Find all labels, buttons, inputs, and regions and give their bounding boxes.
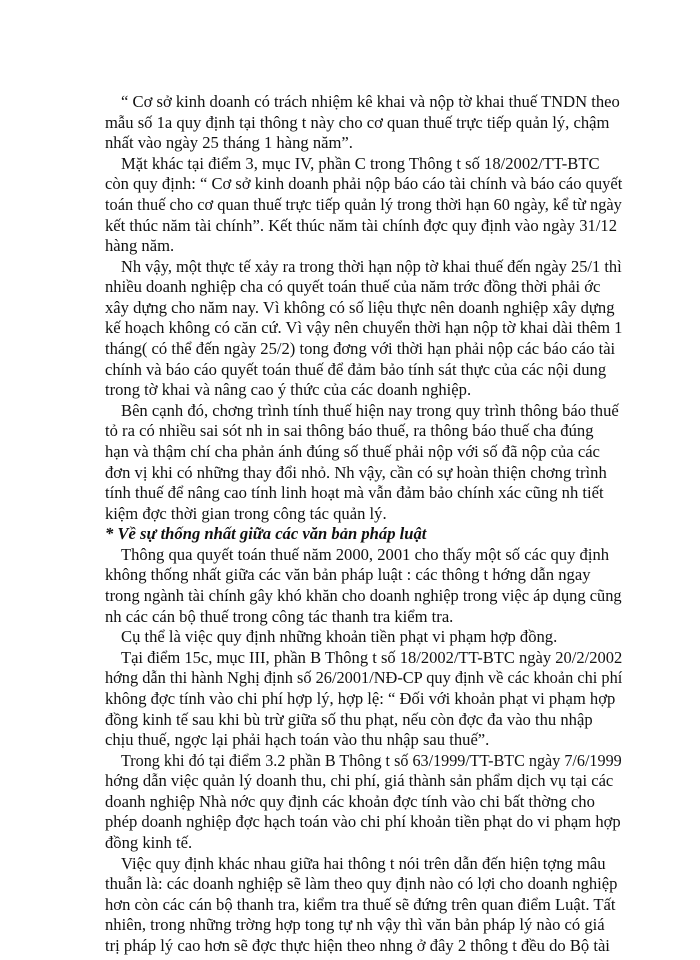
text-line: phép doanh nghiệp đợc hạch toán vào chi phí khoản tiền phạt do vi phạm hợp — [105, 812, 621, 831]
text-line: hàng năm. — [105, 236, 175, 255]
text-line: Trong khi đó tại điểm 3.2 phần B Thông t số 63/1999/TT-BTC ngày 7/6/1999 — [121, 751, 622, 770]
text-line: thuẫn là: các doanh nghiệp sẽ làm theo quy định nào có lợi cho doanh nghiệp — [105, 874, 618, 893]
text-line: không thống nhất giữa các văn bản pháp luật : các thông t hớng dẫn ngay — [105, 565, 591, 584]
text-line: Việc quy định khác nhau giữa hai thông t nói trên dẫn đến hiện tợng mâu — [121, 854, 606, 873]
text-line: hơn còn các cán bộ thanh tra, kiểm tra thuế sẽ đứng trên quan điểm Luật. Tất — [105, 895, 616, 914]
text-line: chính và báo cáo quyết toán thuế để đảm bảo tính sát thực của các nội dung — [105, 360, 607, 379]
text-line: tính thuế để nâng cao tính linh hoạt mà vẫn đảm bảo chính xác cũng nh tiết — [105, 483, 604, 502]
text-line: nhiều doanh nghiệp cha có quyết toán thuế của năm trớc đồng thời phải ớc — [105, 277, 601, 296]
text-line: doanh nghiệp Nhà nớc quy định các khoản đợc tính vào chi bất thờng cho — [105, 792, 595, 811]
text-line: trong ngành tài chính gây khó khăn cho doanh nghiệp trong việc áp dụng cũng — [105, 586, 622, 605]
text-line: chịu thuế, ngợc lại phải hạch toán vào thu nhập sau thuế”. — [105, 730, 490, 749]
section-heading: * Về sự thống nhất giữa các văn bản pháp luật — [105, 524, 427, 543]
text-line: kiệm đợc thời gian trong công tác quản lý. — [105, 504, 387, 523]
text-line: Mặt khác tại điểm 3, mục IV, phần C trong Thông t số 18/2002/TT-BTC — [121, 154, 600, 173]
text-line: tháng( có thể đến ngày 25/2) tong đơng với thời hạn phải nộp các báo cáo tài — [105, 339, 616, 358]
text-line: xây dựng cho năm nay. Vì không có số liệu thực nên doanh nghiệp xây dựng — [105, 298, 615, 317]
text-line: trong tờ khai và nâng cao ý thức của các doanh nghiệp. — [105, 380, 472, 399]
text-line: kế hoạch không có căn cứ. Vì vậy nên chuyển thời hạn nộp tờ khai dài thêm 1 — [105, 318, 623, 337]
text-line: “ Cơ sở kinh doanh có trách nhiệm kê khai và nộp tờ khai thuế TNDN theo — [121, 92, 620, 111]
text-line: không đợc tính vào chi phí hợp lý, hợp lệ: “ Đối với khoản phạt vi phạm hợp — [105, 689, 616, 708]
text-line: đồng kinh tế. — [105, 833, 193, 852]
text-line: Tại điểm 15c, mục III, phần B Thông t số 18/2002/TT-BTC ngày 20/2/2002 — [121, 648, 623, 667]
text-line: nhiên, trong những trờng hợp tong tự nh vậy thì văn bản pháp lý nào có giá — [105, 915, 605, 934]
text-line: Thông qua quyết toán thuế năm 2000, 2001 cho thấy một số các quy định — [121, 545, 610, 564]
text-line: đơn vị khi có những thay đổi nhỏ. Nh vậy, cần có sự hoàn thiện chơng trình — [105, 463, 607, 482]
text-line: hớng dẫn thi hành Nghị định số 26/2001/NĐ-CP quy định về các khoản chi phí — [105, 668, 623, 687]
text-line: nh các cán bộ thuế trong công tác thanh tra kiểm tra. — [105, 607, 454, 626]
text-line: mẫu số 1a quy định tại thông t này cho cơ quan thuế trực tiếp quản lý, chậm — [105, 113, 610, 132]
text-line: Bên cạnh đó, chơng trình tính thuế hiện nay trong quy trình thông báo thuế — [121, 401, 619, 420]
text-line: nhất vào ngày 25 tháng 1 hàng năm”. — [105, 133, 353, 152]
text-line: đồng kinh tế sau khi bù trừ giữa số thu phạt, nếu còn đợc đa vào thu nhập — [105, 710, 593, 729]
text-line: tỏ ra có nhiều sai sót nh in sai thông báo thuế, ra thông báo thuế cha đúng — [105, 421, 594, 440]
text-line: còn quy định: “ Cơ sở kinh doanh phải nộp báo cáo tài chính và báo cáo quyết — [105, 174, 623, 193]
text-line: hạn và thậm chí cha phản ánh đúng số thuế phải nộp với số đã nộp của các — [105, 442, 600, 461]
text-line: Cụ thể là việc quy định những khoản tiền phạt vi phạm hợp đồng. — [121, 627, 558, 646]
text-line: Nh vậy, một thực tế xảy ra trong thời hạn nộp tờ khai thuế đến ngày 25/1 thì — [121, 257, 622, 276]
text-line: trị pháp lý cao hơn sẽ đợc thực hiện theo nhng ở đây 2 thông t đều do Bộ tài — [105, 936, 610, 955]
text-line: toán thuế cho cơ quan thuế trực tiếp quản lý trong thời hạn 60 ngày, kể từ ngày — [105, 195, 622, 214]
text-line: kết thúc năm tài chính”. Kết thúc năm tài chính đợc quy định vào ngày 31/12 — [105, 216, 617, 235]
text-line: hớng dẫn việc quản lý doanh thu, chi phí, giá thành sản phẩm dịch vụ tại các — [105, 771, 614, 790]
